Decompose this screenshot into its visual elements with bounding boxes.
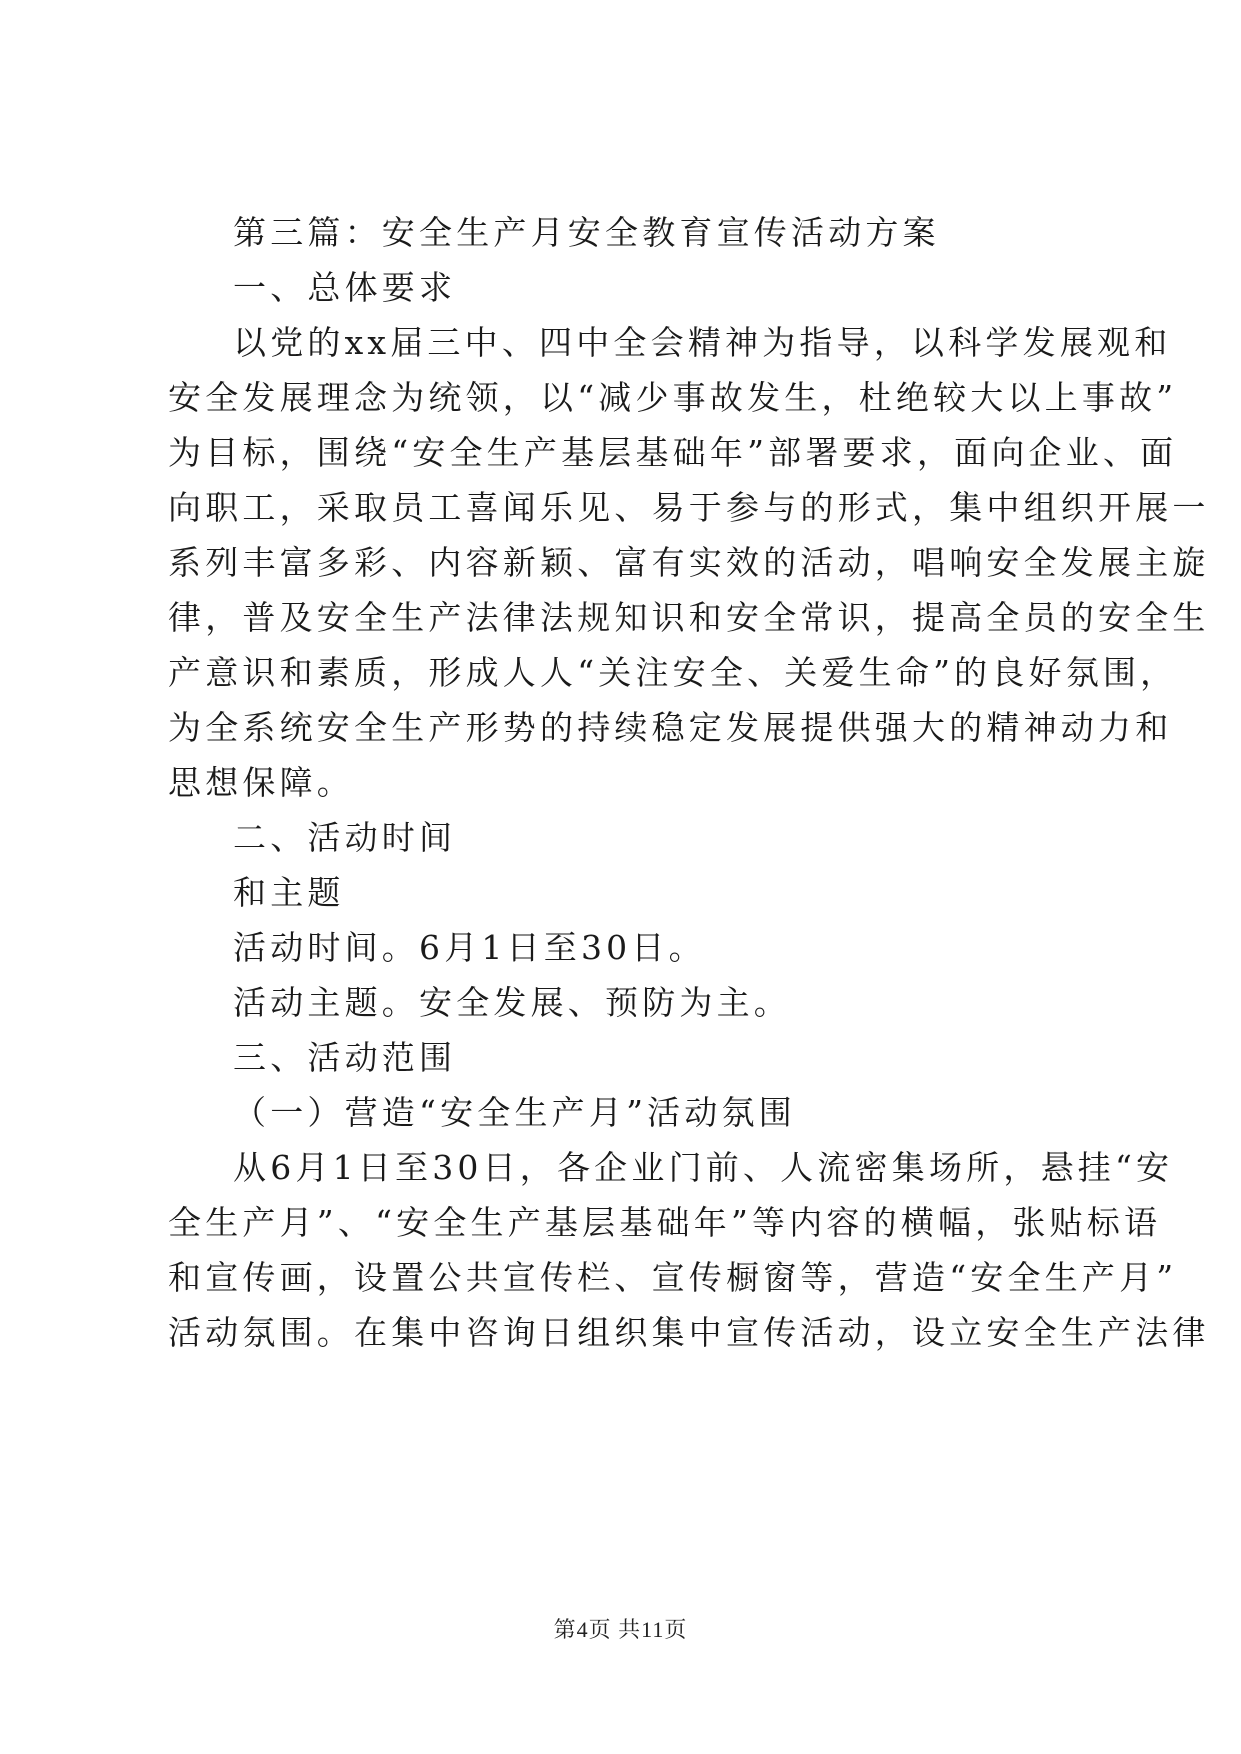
paragraph-line: 产意识和素质，形成人人“关注安全、关爱生命”的良好氛围，	[168, 653, 1178, 692]
paragraph-line: 活动时间。6月1日至30日。	[233, 928, 706, 967]
section-heading: 二、活动时间	[233, 818, 457, 857]
paragraph-line: 和宣传画，设置公共宣传栏、宣传橱窗等，营造“安全生产月”	[168, 1258, 1178, 1297]
paragraph-line: 活动氛围。在集中咨询日组织集中宣传活动，设立安全生产法律	[168, 1313, 1210, 1352]
paragraph-line: 安全发展理念为统领，以“减少事故发生，杜绝较大以上事故”	[168, 378, 1178, 417]
paragraph-line: 以党的xx届三中、四中全会精神为指导，以科学发展观和	[233, 323, 1172, 362]
paragraph-line: 和主题	[233, 873, 345, 912]
section-heading: 三、活动范围	[233, 1038, 457, 1077]
paragraph-line: 系列丰富多彩、内容新颖、富有实效的活动，唱响安全发展主旋	[168, 543, 1210, 582]
paragraph-line: 全生产月”、“安全生产基层基础年”等内容的横幅，张贴标语	[168, 1203, 1162, 1242]
section-heading: 一、总体要求	[233, 268, 457, 307]
page-number-footer: 第4页 共11页	[553, 1617, 688, 1642]
paragraph-line: 为目标，围绕“安全生产基层基础年”部署要求，面向企业、面	[168, 433, 1178, 472]
paragraph-line: 为全系统安全生产形势的持续稳定发展提供强大的精神动力和	[168, 708, 1173, 747]
paragraph-line: 思想保障。	[168, 763, 354, 802]
document-title: 第三篇：安全生产月安全教育宣传活动方案	[233, 213, 940, 252]
subsection-heading: （一）营造“安全生产月”活动氛围	[233, 1093, 796, 1132]
paragraph-line: 从6月1日至30日，各企业门前、人流密集场所，悬挂“安	[233, 1148, 1174, 1187]
paragraph-line: 活动主题。安全发展、预防为主。	[233, 983, 791, 1022]
paragraph-line: 律，普及安全生产法律法规知识和安全常识，提高全员的安全生	[168, 598, 1210, 637]
paragraph-line: 向职工，采取员工喜闻乐见、易于参与的形式，集中组织开展一	[168, 488, 1210, 527]
